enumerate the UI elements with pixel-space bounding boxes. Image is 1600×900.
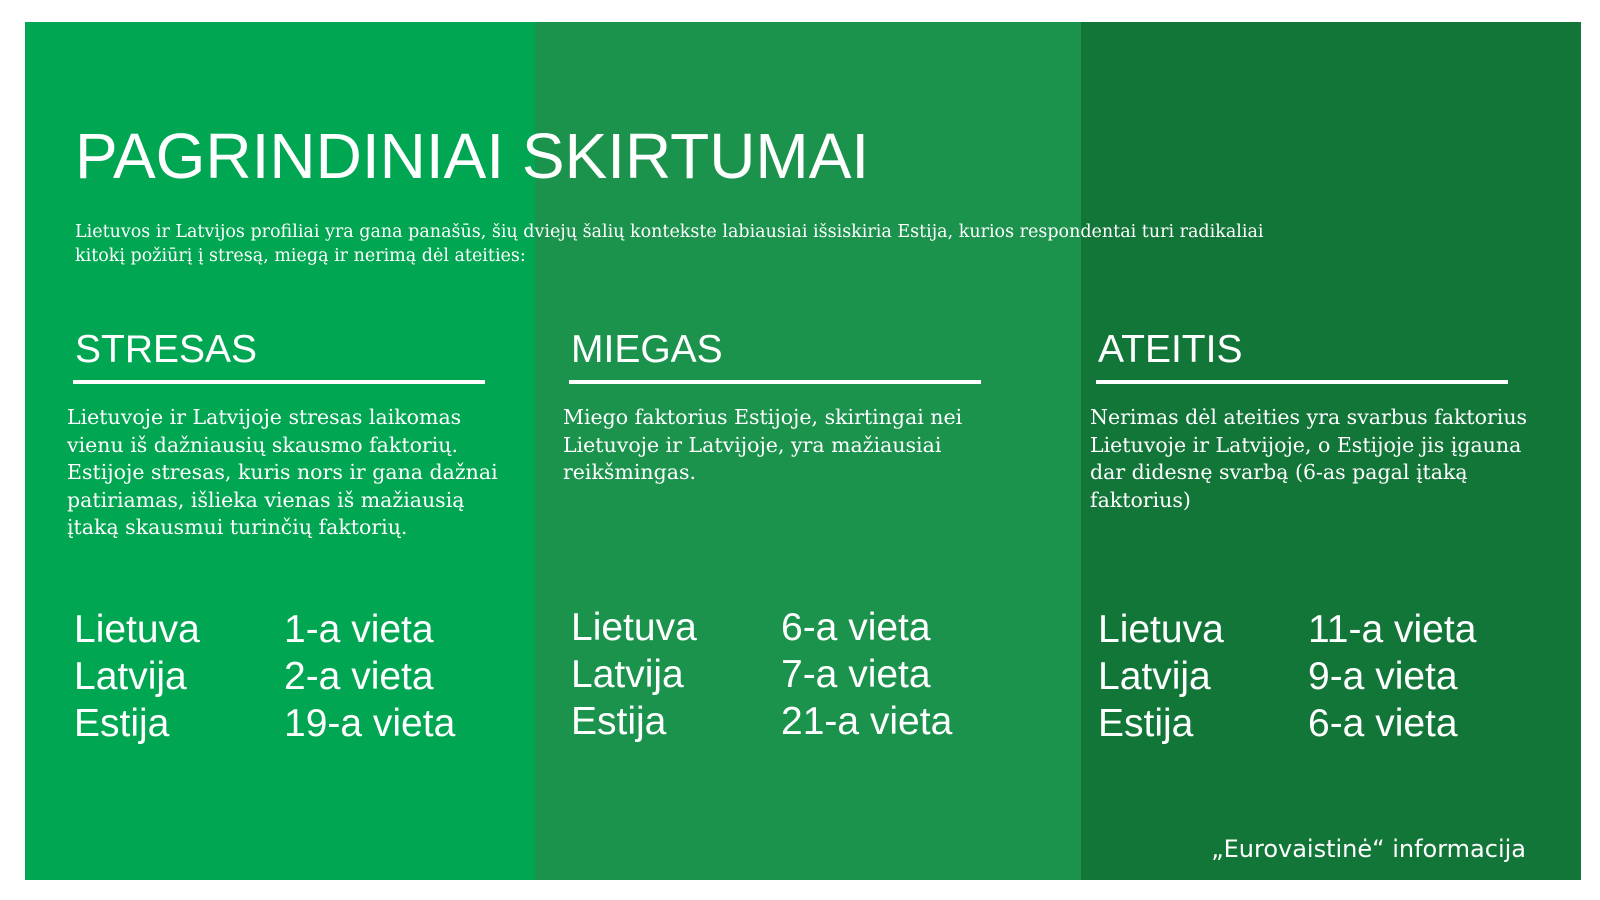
section-miegas: [563, 322, 1009, 487]
rank-row: [571, 604, 991, 651]
rank-country: Latvija: [1098, 655, 1211, 698]
section-description: Miego faktorius Estijoje, skirtingai nei Lietuvoje ir Latvijoje, yra mažiausiai reikšmingas.: [563, 405, 963, 484]
section-heading: ATEITIS: [1098, 328, 1243, 371]
rank-country: Latvija: [571, 653, 684, 696]
rank-place: 6-a vieta: [1308, 702, 1458, 745]
ranks-ateitis: [1098, 606, 1518, 747]
rank-country: Lietuva: [74, 608, 200, 651]
rank-row: [571, 651, 991, 698]
rank-row: [1098, 606, 1518, 653]
heading-divider: [73, 380, 485, 384]
rank-row: [1098, 653, 1518, 700]
section-heading: STRESAS: [75, 328, 258, 371]
section-stresas: [67, 322, 513, 542]
section-heading: MIEGAS: [571, 328, 723, 371]
rank-place: 6-a vieta: [781, 606, 931, 649]
rank-place: 2-a vieta: [284, 655, 434, 698]
slide-title: PAGRINDINIAI SKIRTUMAI: [75, 120, 870, 192]
rank-place: 19-a vieta: [284, 702, 456, 745]
rank-place: 9-a vieta: [1308, 655, 1458, 698]
heading-divider: [1096, 380, 1508, 384]
intro-text: Lietuvos ir Latvijos profiliai yra gana panašūs, šių dviejų šalių kontekste labiausiai išsiskiria Estija, kurios respondentai turi radikaliai kitokį požiūrį į stresą, miegą ir nerimą dėl ateities:: [75, 222, 1264, 266]
section-description: Nerimas dėl ateities yra svarbus faktorius Lietuvoje ir Latvijoje, o Estijoje jis įgauna dar didesnę svarbą (6-as pagal įtaką faktorius): [1090, 405, 1528, 512]
rank-place: 11-a vieta: [1308, 608, 1477, 651]
slide: [25, 22, 1581, 880]
rank-country: Estija: [571, 700, 667, 743]
section-description: Lietuvoje ir Latvijoje stresas laikomas vienu iš dažniausių skausmo faktorių. Estijoje stresas, kuris nors ir gana dažnai patiriamas, išlieka vienas iš mažiausią įtaką skausmui turinčių faktorių.: [67, 405, 498, 539]
heading-divider: [569, 380, 981, 384]
rank-row: [74, 653, 494, 700]
rank-row: [571, 698, 991, 745]
rank-row: [74, 606, 494, 653]
rank-place: 1-a vieta: [284, 608, 434, 651]
rank-place: 7-a vieta: [781, 653, 931, 696]
section-ateitis: [1090, 322, 1536, 514]
ranks-stresas: [74, 606, 494, 747]
rank-row: [74, 700, 494, 747]
rank-country: Estija: [1098, 702, 1194, 745]
rank-country: Latvija: [74, 655, 187, 698]
source-credit: „Eurovaistinė“ informacija: [1211, 835, 1526, 863]
rank-country: Lietuva: [1098, 608, 1224, 651]
rank-row: [1098, 700, 1518, 747]
rank-place: 21-a vieta: [781, 700, 953, 743]
rank-country: Lietuva: [571, 606, 697, 649]
rank-country: Estija: [74, 702, 170, 745]
ranks-miegas: [571, 604, 991, 745]
